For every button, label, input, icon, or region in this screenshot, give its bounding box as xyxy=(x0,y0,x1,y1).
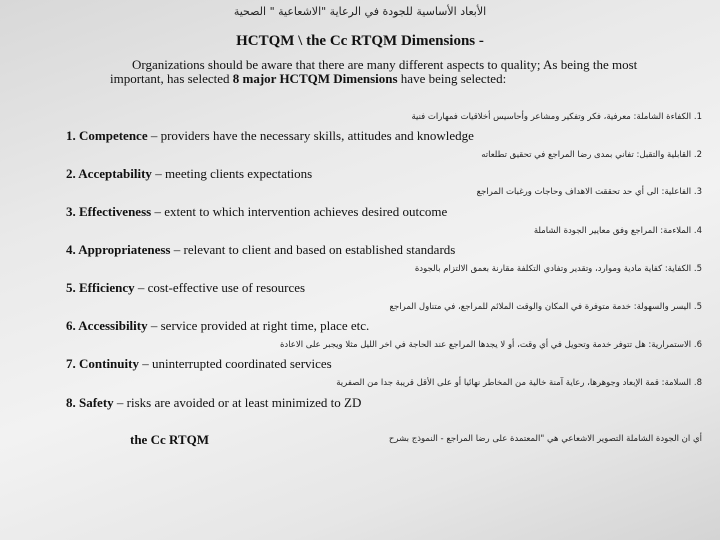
dimension-7-arabic: 6. الاستمرارية: هل تتوفر خدمة وتحويل في أي وقت، أو لا يجدها المراجع عند الحاجة في اخر الليل مثلا ويجبر على الاعادة xyxy=(279,340,702,350)
arabic-title: الأبعاد الأساسية للجودة في الرعاية "الاشعاعية " الصحية xyxy=(233,5,487,18)
dimension-6 xyxy=(66,318,369,334)
dimension-5-arabic: 5. الكفاية: كفاية مادية وموارد، وتقدير وتفادي التكلفة مقارنة بعمق الالتزام بالجودة xyxy=(414,264,702,274)
dimension-4 xyxy=(66,242,455,258)
slide-title: HCTQM \ the Cc RTQM Dimensions - xyxy=(236,33,484,49)
dimension-5 xyxy=(66,280,305,296)
dimension-4-desc: – relevant to client and based on established standards xyxy=(170,242,456,257)
dimension-3 xyxy=(66,204,447,220)
dimension-2 xyxy=(66,166,312,182)
dimension-1-desc: – providers have the necessary skills, attitudes and knowledge xyxy=(147,128,474,143)
dimension-6-head: 6. Accessibility xyxy=(66,318,148,333)
dimension-6-arabic: 5. اليسر والسهولة: خدمة متوفرة في المكان والوقت الملائم للمراجع، في متناول المراجع xyxy=(389,302,702,312)
dimension-2-desc: – meeting clients expectations xyxy=(151,166,313,181)
dimension-7-desc: – uninterrupted coordinated services xyxy=(138,356,332,371)
dimension-1-arabic: 1. الكفاءة الشاملة: معرفية، فكر وتفكير ومشاعر وأحاسيس أخلاقيات فمهارات فنية xyxy=(411,112,702,122)
dimension-8-desc: – risks are avoided or at least minimized to ZD xyxy=(113,395,362,410)
dimension-3-desc: – extent to which intervention achieves desired outcome xyxy=(151,204,448,219)
intro-text-1: Organizations should be aware that there are many different aspects to quality; As being the most important, has selected xyxy=(110,57,638,86)
dimension-8 xyxy=(66,395,361,411)
dimension-7-head: 7. Continuity xyxy=(66,356,139,371)
intro-text-2: have being selected: xyxy=(397,71,507,86)
dimension-3-head: 3. Effectiveness xyxy=(66,204,152,219)
dimension-5-head: 5. Efficiency xyxy=(66,280,135,295)
footer-english: the Cc RTQM xyxy=(130,432,209,447)
dimension-1 xyxy=(66,128,474,144)
dimension-2-head: 2. Acceptability xyxy=(66,166,152,181)
dimension-6-desc: – service provided at right time, place etc. xyxy=(147,318,370,333)
dimension-8-head: 8. Safety xyxy=(66,395,114,410)
intro-paragraph xyxy=(110,58,682,86)
dimension-8-arabic: 8. السلامة: قمة الإبعاد وجوهرها، رعاية آمنة خالية من المخاطر نهائيا أو على الأقل قريبة جدا من الصفرية xyxy=(336,378,702,388)
footer-arabic: أي ان الجودة الشاملة التصوير الاشعاعي هي "المعتمدة على رضا المراجع - النموذج بشرح xyxy=(388,434,702,444)
dimension-4-arabic: 4. الملاءمة: المراجع وفق معايير الجودة الشاملة xyxy=(533,226,702,236)
dimension-5-desc: – cost-effective use of resources xyxy=(134,280,306,295)
dimension-1-head: 1. Competence xyxy=(66,128,148,143)
dimension-7 xyxy=(66,356,332,372)
dimension-2-arabic: 2. القابلية والتقبل: تفاني بمدى رضا المراجع في تحقيق تطلعاته xyxy=(481,150,702,160)
intro-bold: 8 major HCTQM Dimensions xyxy=(232,71,398,86)
dimension-3-arabic: 3. الفاعلية: الى أي حد تحققت الاهداف وحاجات ورغبات المراجع xyxy=(476,187,702,197)
dimension-4-head: 4. Appropriateness xyxy=(66,242,171,257)
